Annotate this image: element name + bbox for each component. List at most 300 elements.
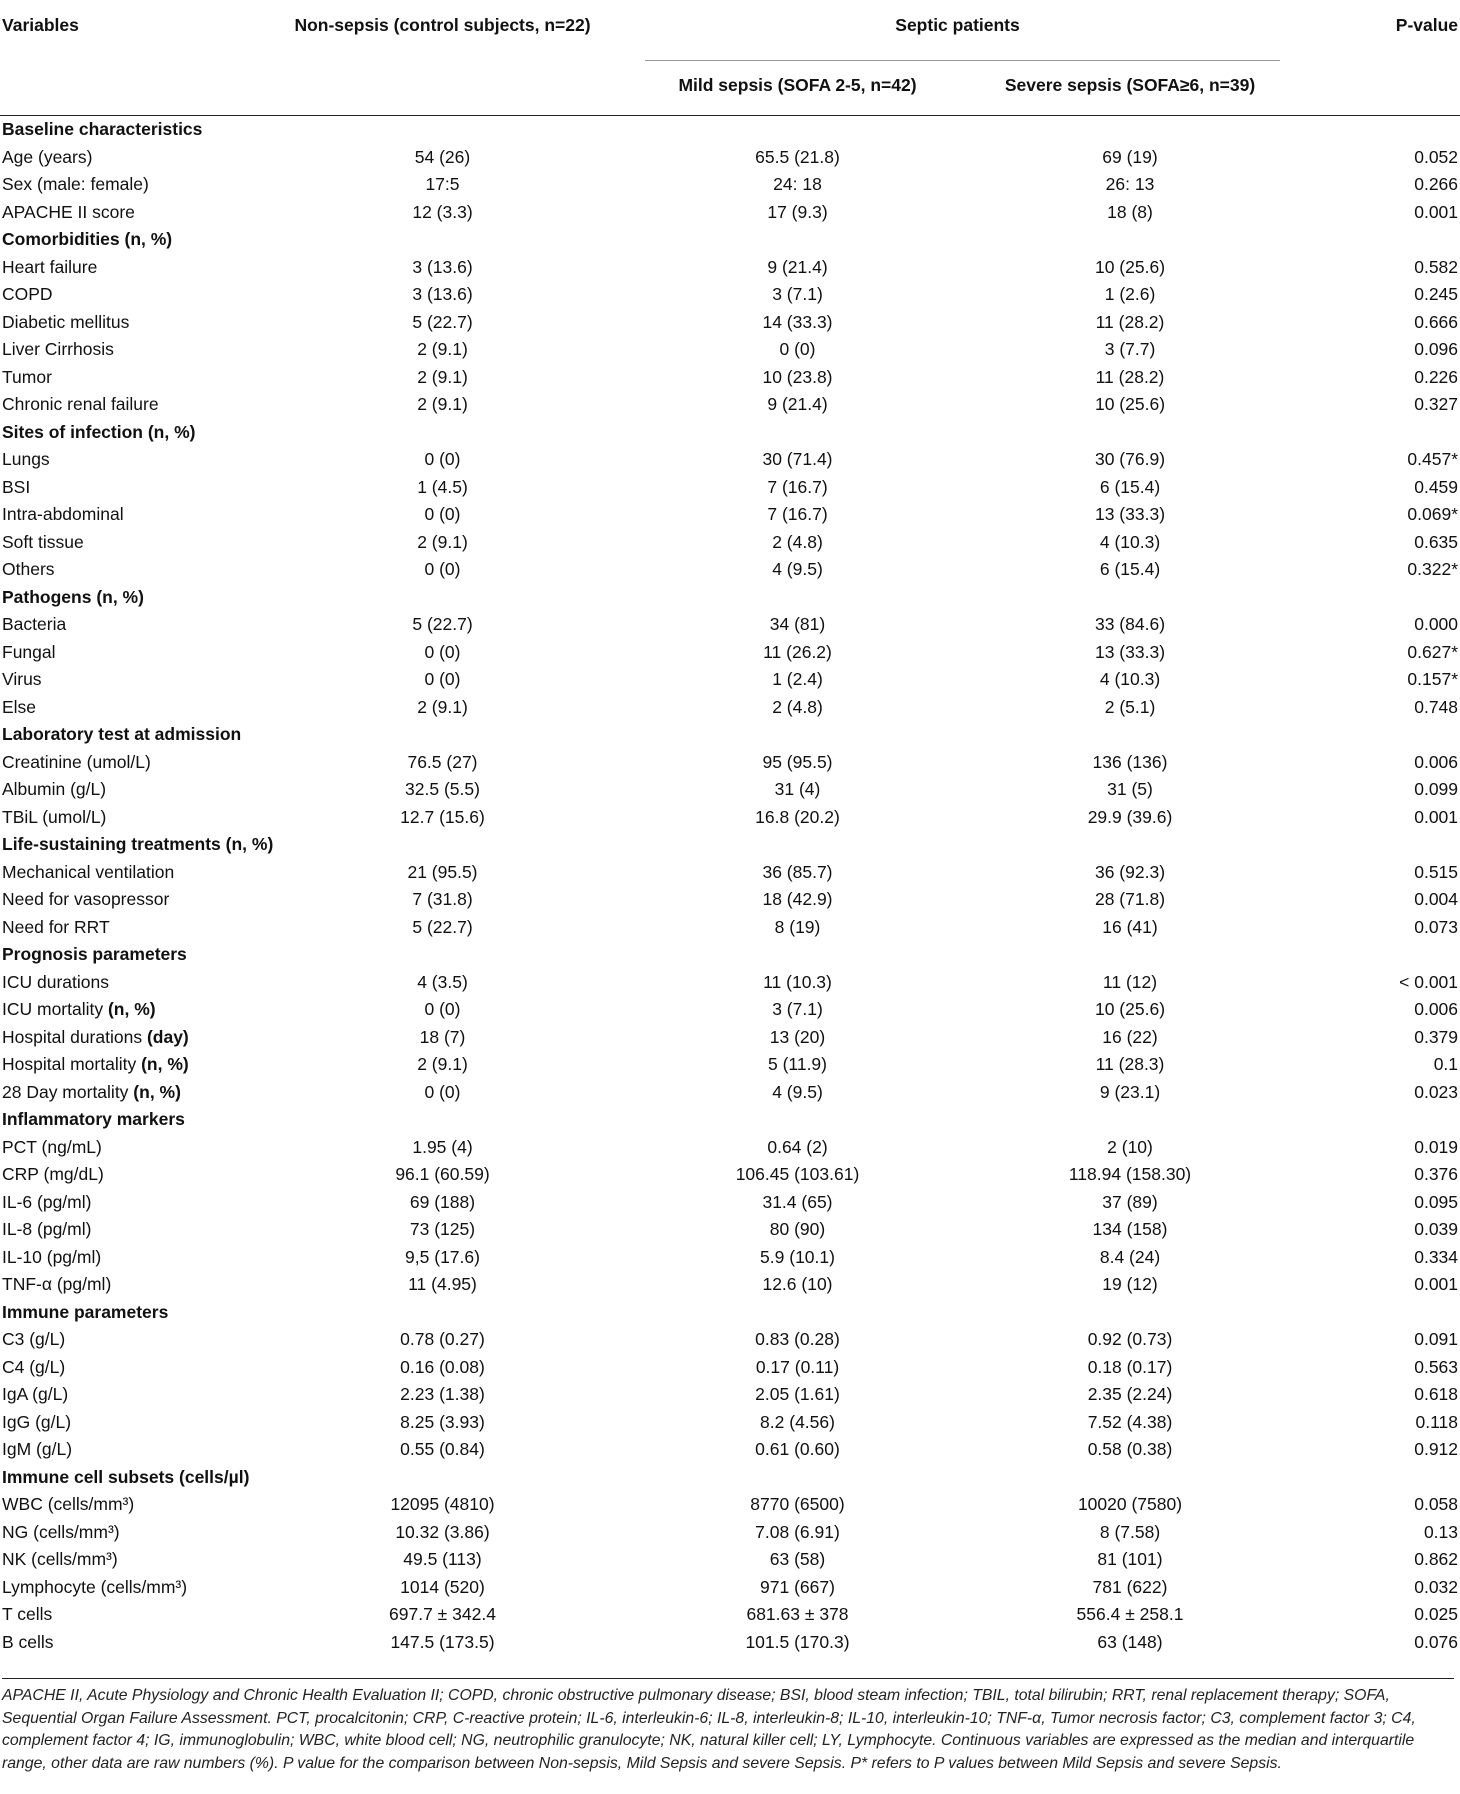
cell-p-value: 0.376	[1414, 1164, 1459, 1184]
section-title: Inflammatory markers	[2, 1109, 185, 1129]
cell-mild-sepsis: 5.9 (10.1)	[760, 1246, 835, 1267]
cell-severe-sepsis: 10020 (7580)	[1077, 1494, 1183, 1514]
cell-non-sepsis: 32.5 (5.5)	[405, 779, 480, 799]
cell-mild-sepsis: 95 (95.5)	[762, 751, 833, 772]
row-label-text: Diabetic mellitus	[2, 311, 130, 332]
cell-mild-sepsis: 3 (7.1)	[772, 999, 823, 1019]
cell-non-sepsis: 5 (22.7)	[412, 614, 473, 634]
row-label	[0, 1326, 260, 1354]
table-row	[0, 996, 1460, 1024]
row-label	[0, 1436, 260, 1464]
row-label-text: Hospital mortality	[2, 1054, 142, 1074]
cell-severe-sepsis: 2 (5.1)	[1104, 696, 1156, 717]
cell-severe-sepsis: 69 (19)	[1102, 146, 1158, 167]
cell-severe-sepsis: 2.35 (2.24)	[1087, 1384, 1173, 1404]
row-label-text: ICU mortality	[2, 999, 108, 1019]
row-label-text: Need for vasopressor	[2, 889, 170, 909]
row-label	[0, 914, 260, 942]
cell-non-sepsis: 9,5 (17.6)	[405, 1246, 480, 1267]
span-rule	[645, 60, 1280, 61]
cell-mild-sepsis: 30 (71.4)	[762, 449, 833, 469]
cell-p-value: 0.004	[1414, 889, 1459, 909]
row-label	[0, 1216, 260, 1244]
header-septic-patients	[625, 0, 1290, 61]
cell-p-value: 0.000	[1414, 614, 1459, 634]
cell-severe-sepsis: 37 (89)	[1102, 1191, 1158, 1212]
cell-severe-sepsis: 10 (25.6)	[1094, 394, 1166, 414]
cell-p-value: 0.266	[1414, 174, 1459, 194]
cell-mild-sepsis: 101.5 (170.3)	[745, 1631, 850, 1652]
row-label-text: Albumin (g/L)	[2, 779, 107, 799]
cell-severe-sepsis: 4 (10.3)	[1099, 531, 1161, 552]
cell-mild-sepsis: 8.2 (4.56)	[760, 1411, 835, 1432]
row-label-text: Tumor	[2, 366, 52, 387]
row-label	[0, 1271, 260, 1299]
cell-p-value: 0.006	[1414, 751, 1459, 772]
row-label	[0, 1051, 260, 1079]
cell-non-sepsis: 0 (0)	[424, 449, 461, 469]
table-row	[0, 1051, 1460, 1079]
cell-mild-sepsis: 12.6 (10)	[762, 1274, 833, 1294]
table-row	[0, 749, 1460, 777]
cell-mild-sepsis: 681.63 ± 378	[746, 1604, 849, 1624]
cell-p-value: 0.379	[1414, 1026, 1459, 1047]
cell-non-sepsis: 2 (9.1)	[417, 531, 468, 552]
cell-severe-sepsis: 7.52 (4.38)	[1087, 1411, 1173, 1432]
table-row	[0, 391, 1460, 419]
cell-severe-sepsis: 11 (28.2)	[1095, 311, 1165, 332]
table-row	[0, 694, 1460, 722]
cell-p-value: 0.459	[1414, 476, 1459, 497]
row-label-text: PCT (ng/mL)	[2, 1136, 102, 1157]
cell-severe-sepsis: 18 (8)	[1107, 201, 1153, 222]
section-row	[0, 419, 1460, 447]
table-row	[0, 254, 1460, 282]
cell-p-value: 0.006	[1414, 999, 1459, 1019]
table-row	[0, 529, 1460, 557]
cell-mild-sepsis: 0 (0)	[779, 339, 816, 359]
table-row	[0, 886, 1460, 914]
row-label	[0, 1354, 260, 1382]
cell-p-value: 0.157*	[1407, 669, 1459, 689]
row-label	[0, 336, 260, 364]
cell-p-value: 0.226	[1414, 366, 1459, 387]
cell-mild-sepsis: 8770 (6500)	[750, 1494, 845, 1514]
cell-non-sepsis: 0.55 (0.84)	[400, 1439, 485, 1459]
row-label-text: 28 Day mortality	[2, 1081, 134, 1102]
cell-p-value: 0.1	[1433, 1054, 1459, 1074]
row-label	[0, 1519, 260, 1547]
cell-p-value: 0.025	[1414, 1604, 1459, 1624]
row-label	[0, 886, 260, 914]
row-label	[0, 1491, 260, 1519]
cell-non-sepsis: 5 (22.7)	[412, 916, 473, 937]
cell-non-sepsis: 1 (4.5)	[417, 476, 468, 497]
cell-severe-sepsis: 16 (22)	[1102, 1026, 1158, 1047]
row-label	[0, 1244, 260, 1272]
cell-non-sepsis: 96.1 (60.59)	[395, 1164, 490, 1184]
table-row	[0, 144, 1460, 172]
cell-mild-sepsis: 13 (20)	[769, 1026, 826, 1047]
table-row	[0, 1134, 1460, 1162]
cell-p-value: 0.095	[1414, 1191, 1459, 1212]
cell-non-sepsis: 2 (9.1)	[417, 366, 468, 387]
cell-p-value: 0.862	[1414, 1549, 1459, 1569]
cell-mild-sepsis: 5 (11.9)	[767, 1054, 827, 1074]
header-non-sepsis: Non-sepsis (control subjects, n=22)	[294, 15, 591, 35]
section-title: Immune cell subsets (cells/µl)	[2, 1466, 250, 1487]
row-label	[0, 776, 260, 804]
cell-non-sepsis: 8.25 (3.93)	[400, 1411, 485, 1432]
cell-severe-sepsis: 11 (28.2)	[1095, 366, 1165, 387]
row-label	[0, 529, 260, 557]
cell-p-value: 0.001	[1414, 201, 1459, 222]
cell-p-value: 0.069*	[1407, 504, 1459, 524]
section-title: Pathogens (n, %)	[2, 586, 144, 607]
cell-p-value: 0.912	[1414, 1439, 1459, 1459]
cell-p-value: 0.096	[1414, 339, 1459, 359]
cell-non-sepsis: 11 (4.95)	[408, 1274, 477, 1294]
row-label	[0, 364, 260, 392]
cell-non-sepsis: 1014 (520)	[400, 1576, 485, 1597]
cell-severe-sepsis: 0.92 (0.73)	[1087, 1329, 1173, 1349]
table-row	[0, 1546, 1460, 1574]
cell-non-sepsis: 3 (13.6)	[412, 284, 473, 304]
cell-mild-sepsis: 11 (26.2)	[763, 641, 832, 662]
row-label	[0, 694, 260, 722]
table-row	[0, 171, 1460, 199]
cell-severe-sepsis: 11 (12)	[1102, 971, 1158, 992]
row-label-text: Bacteria	[2, 614, 67, 634]
table-row	[0, 1189, 1460, 1217]
row-label	[0, 254, 260, 282]
row-label	[0, 199, 260, 227]
cell-severe-sepsis: 1 (2.6)	[1104, 284, 1156, 304]
cell-p-value: 0.334	[1414, 1246, 1459, 1267]
cell-p-value: 0.001	[1414, 1274, 1459, 1294]
cell-non-sepsis: 0 (0)	[424, 1081, 461, 1102]
row-label	[0, 1189, 260, 1217]
section-title: Baseline characteristics	[2, 119, 203, 139]
section-row	[0, 831, 1460, 859]
row-label-text: APACHE II score	[2, 201, 135, 222]
row-label-text: IgA (g/L)	[2, 1384, 69, 1404]
row-label-text: CRP (mg/dL)	[2, 1164, 104, 1184]
table-row	[0, 1409, 1460, 1437]
cell-non-sepsis: 0 (0)	[424, 641, 461, 662]
cell-severe-sepsis: 10 (25.6)	[1094, 256, 1166, 277]
cell-p-value: 0.039	[1414, 1219, 1459, 1239]
cell-non-sepsis: 697.7 ± 342.4	[389, 1604, 496, 1624]
cell-mild-sepsis: 106.45 (103.61)	[735, 1164, 860, 1184]
table-row	[0, 1079, 1460, 1107]
cell-severe-sepsis: 28 (71.8)	[1094, 889, 1166, 909]
cell-p-value: 0.748	[1414, 696, 1459, 717]
cell-non-sepsis: 10.32 (3.86)	[395, 1521, 490, 1542]
cell-p-value: 0.635	[1414, 531, 1459, 552]
cell-mild-sepsis: 9 (21.4)	[767, 394, 828, 414]
row-label	[0, 144, 260, 172]
cell-severe-sepsis: 19 (12)	[1102, 1274, 1158, 1294]
table-header	[0, 0, 1460, 116]
cell-mild-sepsis: 7.08 (6.91)	[755, 1521, 840, 1542]
cell-non-sepsis: 7 (31.8)	[412, 889, 473, 909]
cell-non-sepsis: 2 (9.1)	[417, 394, 468, 414]
cell-non-sepsis: 4 (3.5)	[417, 971, 468, 992]
header-variables: Variables	[2, 15, 79, 35]
row-label-text: Creatinine (umol/L)	[2, 751, 151, 772]
row-label-text: TNF-α (pg/ml)	[2, 1274, 112, 1294]
row-label	[0, 391, 260, 419]
cell-non-sepsis: 0 (0)	[424, 669, 461, 689]
cell-non-sepsis: 2 (9.1)	[417, 339, 468, 359]
table-row	[0, 1244, 1460, 1272]
cell-mild-sepsis: 8 (19)	[774, 916, 821, 937]
cell-mild-sepsis: 18 (42.9)	[762, 889, 833, 909]
row-label-text: IL-10 (pg/ml)	[2, 1246, 102, 1267]
section-row	[0, 721, 1460, 749]
row-label-text: COPD	[2, 284, 53, 304]
row-label	[0, 996, 260, 1024]
cell-mild-sepsis: 7 (16.7)	[767, 476, 828, 497]
row-label	[0, 1546, 260, 1574]
row-label-text: Others	[2, 559, 55, 579]
cell-severe-sepsis: 8.4 (24)	[1099, 1246, 1161, 1267]
cell-non-sepsis: 0 (0)	[424, 999, 461, 1019]
cell-severe-sepsis: 11 (28.3)	[1095, 1054, 1165, 1074]
table-row	[0, 1491, 1460, 1519]
row-label	[0, 1409, 260, 1437]
row-label	[0, 309, 260, 337]
cell-non-sepsis: 0 (0)	[424, 559, 461, 579]
row-label-text: Soft tissue	[2, 531, 84, 552]
row-label-text: IL-6 (pg/ml)	[2, 1191, 92, 1212]
cell-p-value: 0.563	[1414, 1356, 1459, 1377]
row-label	[0, 1381, 260, 1409]
cell-p-value: 0.322*	[1407, 559, 1459, 579]
cell-p-value: 0.118	[1415, 1411, 1459, 1432]
table-row	[0, 556, 1460, 584]
table-row	[0, 859, 1460, 887]
table-row	[0, 1601, 1460, 1629]
cell-mild-sepsis: 1 (2.4)	[772, 669, 823, 689]
section-row	[0, 1106, 1460, 1134]
table-row	[0, 1381, 1460, 1409]
cell-mild-sepsis: 16.8 (20.2)	[755, 806, 840, 827]
section-title: Comorbidities (n, %)	[2, 229, 173, 249]
cell-severe-sepsis: 31 (5)	[1107, 779, 1153, 799]
cell-mild-sepsis: 31.4 (65)	[762, 1191, 833, 1212]
row-label-text: Else	[2, 696, 37, 717]
row-label-text: Heart failure	[2, 256, 98, 277]
cell-mild-sepsis: 14 (33.3)	[762, 311, 833, 332]
cell-mild-sepsis: 4 (9.5)	[772, 1081, 823, 1102]
row-label	[0, 1024, 260, 1052]
row-label	[0, 1079, 260, 1107]
cell-severe-sepsis: 3 (7.7)	[1104, 339, 1156, 359]
cell-p-value: 0.001	[1414, 806, 1459, 827]
table-row	[0, 446, 1460, 474]
footnote: APACHE II, Acute Physiology and Chronic Health Evaluation II; COPD, chronic obstructive pulmonary disease; BSI, blood steam infection; TBIL, total bilirubin; RRT, renal replacement therapy; SOFA, Sequential Organ Failure Assessment. PCT, procalcitonin; CRP, C-reactive protein; IL-6, interleukin-6; IL-8, interleukin-8; IL-10, interleukin-10; TNF-α, Tumor necrosis factor; C3, complement factor 3; C4, complement factor 4; IG, immunoglobulin; WBC, white blood cell; NG, neutrophilic granulocyte; NK, natural killer cell; LY, Lymphocyte. Continuous variables are expressed as the median and interquartile range, other data are raw numbers (%). P value for the comparison between Non-sepsis, Mild Sepsis and severe Sepsis. P* refers to P values between Mild Sepsis and severe Sepsis.	[2, 1678, 1454, 1775]
table-row	[0, 1519, 1460, 1547]
row-label-text: C3 (g/L)	[2, 1329, 66, 1349]
cell-mild-sepsis: 0.83 (0.28)	[755, 1329, 840, 1349]
table-row	[0, 1436, 1460, 1464]
row-label-text: Mechanical ventilation	[2, 861, 175, 882]
cell-severe-sepsis: 33 (84.6)	[1094, 614, 1166, 634]
cell-mild-sepsis: 2.05 (1.61)	[755, 1384, 840, 1404]
row-label-text: BSI	[2, 476, 31, 497]
cell-non-sepsis: 5 (22.7)	[412, 311, 473, 332]
cell-non-sepsis: 18 (7)	[419, 1026, 466, 1047]
row-label	[0, 171, 260, 199]
row-label-text: Need for RRT	[2, 916, 110, 937]
cell-mild-sepsis: 63 (58)	[769, 1549, 826, 1569]
cell-non-sepsis: 76.5 (27)	[407, 751, 478, 772]
header-severe-sepsis: Severe sepsis (SOFA≥6, n=39)	[1004, 75, 1256, 95]
cell-p-value: 0.245	[1414, 284, 1459, 304]
cell-severe-sepsis: 0.58 (0.38)	[1087, 1439, 1173, 1459]
table-row	[0, 1161, 1460, 1189]
cell-p-value: 0.019	[1414, 1136, 1459, 1157]
row-label-text: Chronic renal failure	[2, 394, 159, 414]
table-row	[0, 1354, 1460, 1382]
table-row	[0, 804, 1460, 832]
cell-mild-sepsis: 0.61 (0.60)	[755, 1439, 840, 1459]
row-label-text: Fungal	[2, 641, 56, 662]
row-label	[0, 501, 260, 529]
cell-severe-sepsis: 8 (7.58)	[1099, 1521, 1161, 1542]
table-row	[0, 914, 1460, 942]
section-row	[0, 1464, 1460, 1492]
cell-severe-sepsis: 136 (136)	[1092, 751, 1168, 772]
cell-p-value: 0.058	[1414, 1494, 1459, 1514]
row-label-text: NK (cells/mm³)	[2, 1549, 118, 1569]
row-label-unit: (n, %)	[141, 1054, 189, 1074]
cell-p-value: 0.073	[1414, 916, 1459, 937]
cell-severe-sepsis: 134 (158)	[1092, 1219, 1168, 1239]
table-row	[0, 969, 1460, 997]
row-label-text: IgG (g/L)	[2, 1411, 72, 1432]
cell-severe-sepsis: 63 (148)	[1097, 1631, 1163, 1652]
cell-p-value: 0.032	[1414, 1576, 1459, 1597]
table-body	[0, 116, 1460, 1656]
cell-mild-sepsis: 11 (10.3)	[763, 971, 832, 992]
cell-p-value: 0.515	[1414, 861, 1459, 882]
row-label-unit: (day)	[146, 1026, 189, 1047]
cell-p-value: 0.457*	[1407, 449, 1459, 469]
row-label	[0, 969, 260, 997]
row-label-text: B cells	[2, 1631, 54, 1652]
row-label-text: Sex (male: female)	[2, 174, 149, 194]
row-label	[0, 1574, 260, 1602]
cell-mild-sepsis: 31 (4)	[774, 779, 821, 799]
cell-severe-sepsis: 26: 13	[1105, 174, 1155, 194]
cell-p-value: < 0.001	[1399, 971, 1459, 992]
cell-p-value: 0.13	[1423, 1521, 1459, 1542]
section-row	[0, 116, 1460, 144]
row-label	[0, 639, 260, 667]
row-label-text: IL-8 (pg/ml)	[2, 1219, 92, 1239]
cell-p-value: 0.076	[1414, 1631, 1459, 1652]
table-row	[0, 1216, 1460, 1244]
cell-severe-sepsis: 556.4 ± 258.1	[1076, 1604, 1184, 1624]
row-label-text: Lymphocyte (cells/mm³)	[2, 1576, 188, 1597]
table-row	[0, 611, 1460, 639]
row-label	[0, 611, 260, 639]
table-row	[0, 1326, 1460, 1354]
table-row	[0, 1574, 1460, 1602]
section-row	[0, 1299, 1460, 1327]
cell-severe-sepsis: 30 (76.9)	[1094, 449, 1166, 469]
row-label-text: Hospital durations	[2, 1026, 147, 1047]
row-label	[0, 749, 260, 777]
cell-mild-sepsis: 7 (16.7)	[767, 504, 828, 524]
cell-severe-sepsis: 6 (15.4)	[1099, 476, 1161, 497]
cell-mild-sepsis: 0.17 (0.11)	[755, 1356, 840, 1377]
cell-non-sepsis: 17:5	[425, 174, 460, 194]
cell-severe-sepsis: 2 (10)	[1107, 1136, 1153, 1157]
table-row	[0, 501, 1460, 529]
section-row	[0, 941, 1460, 969]
cell-mild-sepsis: 24: 18	[773, 174, 822, 194]
header-septic-patients-label: Septic patients	[895, 15, 1020, 35]
cell-mild-sepsis: 10 (23.8)	[762, 366, 833, 387]
row-label	[0, 1629, 260, 1657]
table-row	[0, 281, 1460, 309]
row-label-text: IgM (g/L)	[2, 1439, 73, 1459]
row-label-text: Virus	[2, 669, 42, 689]
row-label-text: NG (cells/mm³)	[2, 1521, 120, 1542]
cell-non-sepsis: 1.95 (4)	[412, 1136, 473, 1157]
row-label-text: Intra-abdominal	[2, 504, 124, 524]
cell-non-sepsis: 69 (188)	[409, 1191, 476, 1212]
cell-p-value: 0.023	[1414, 1081, 1459, 1102]
row-label	[0, 1134, 260, 1162]
cell-severe-sepsis: 81 (101)	[1097, 1549, 1163, 1569]
cell-mild-sepsis: 36 (85.7)	[762, 861, 833, 882]
section-title: Prognosis parameters	[2, 944, 187, 964]
cell-non-sepsis: 2 (9.1)	[417, 1054, 468, 1074]
row-label	[0, 1601, 260, 1629]
cell-non-sepsis: 2 (9.1)	[417, 696, 468, 717]
cell-severe-sepsis: 16 (41)	[1102, 916, 1158, 937]
row-label	[0, 1161, 260, 1189]
cell-non-sepsis: 12095 (4810)	[390, 1494, 495, 1514]
row-label	[0, 666, 260, 694]
cell-severe-sepsis: 781 (622)	[1092, 1576, 1168, 1597]
cell-severe-sepsis: 13 (33.3)	[1094, 641, 1166, 662]
cell-severe-sepsis: 9 (23.1)	[1099, 1081, 1161, 1102]
row-label-text: WBC (cells/mm³)	[2, 1494, 135, 1514]
header-mild-sepsis: Mild sepsis (SOFA 2-5, n=42)	[678, 75, 917, 95]
cell-mild-sepsis: 0.64 (2)	[767, 1136, 828, 1157]
row-label-text: Lungs	[2, 449, 50, 469]
row-label-unit: (n, %)	[133, 1081, 181, 1102]
section-title: Sites of infection (n, %)	[2, 421, 196, 442]
cell-mild-sepsis: 65.5 (21.8)	[755, 146, 840, 167]
table-row	[0, 1024, 1460, 1052]
table-row	[0, 666, 1460, 694]
cell-severe-sepsis: 10 (25.6)	[1094, 999, 1166, 1019]
cell-mild-sepsis: 4 (9.5)	[772, 559, 823, 579]
cell-non-sepsis: 12.7 (15.6)	[400, 806, 485, 827]
cell-mild-sepsis: 9 (21.4)	[767, 256, 828, 277]
cell-non-sepsis: 147.5 (173.5)	[390, 1631, 495, 1652]
cell-non-sepsis: 54 (26)	[414, 146, 471, 167]
cell-mild-sepsis: 80 (90)	[769, 1219, 826, 1239]
cell-p-value: 0.627*	[1407, 641, 1459, 662]
